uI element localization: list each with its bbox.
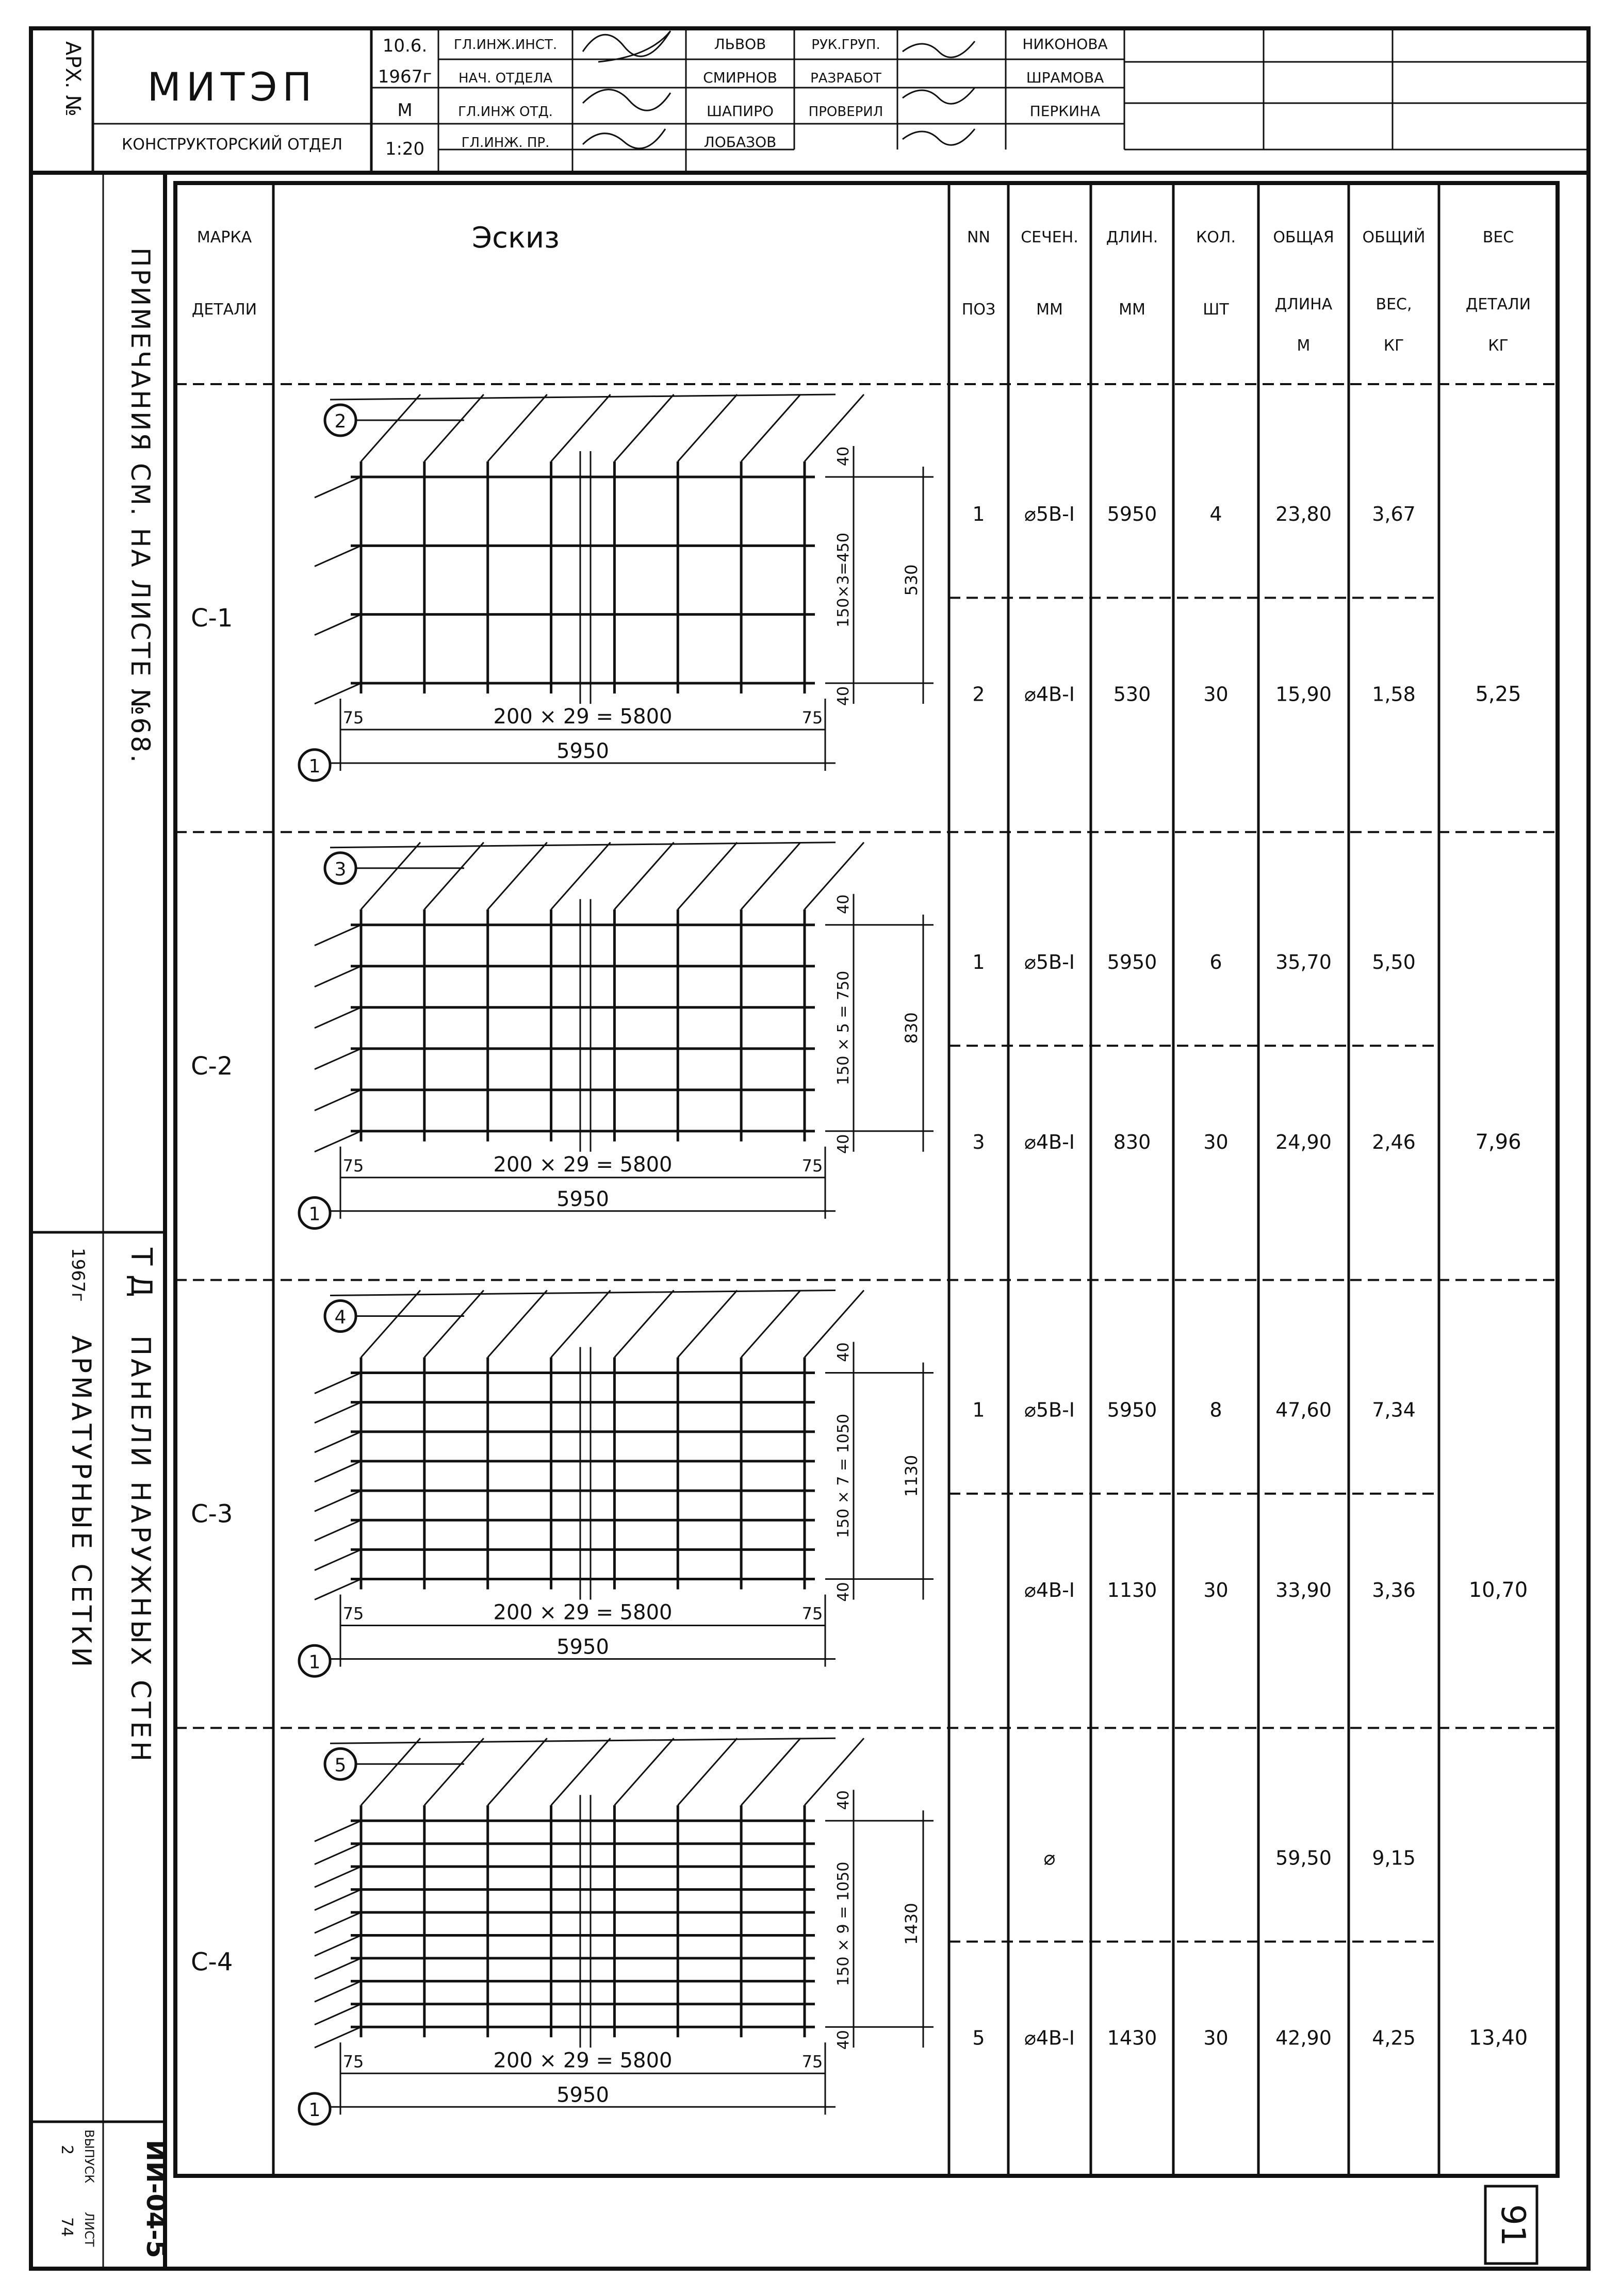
bar-stub xyxy=(315,1866,361,1887)
bar-total_wt: 7,34 xyxy=(1372,1398,1416,1422)
bar-stub xyxy=(488,1291,547,1358)
dim-v-total: 530 xyxy=(902,564,921,596)
position-tag-number: 4 xyxy=(334,1307,347,1328)
header-total_wt: ВЕС, xyxy=(1376,295,1412,313)
bar-total_wt: 3,67 xyxy=(1372,503,1416,525)
dim-edge-left: 75 xyxy=(342,708,364,728)
bar-stub xyxy=(741,1738,800,1805)
dim-edge-left: 75 xyxy=(342,1155,364,1176)
bar-section: ⌀4В-I xyxy=(1024,1578,1075,1601)
stamp-role: ПРОВЕРИЛ xyxy=(808,104,883,120)
bar-stub xyxy=(614,394,674,461)
bar-stub xyxy=(315,2004,361,2025)
bar-stub xyxy=(741,1291,800,1358)
stamp-date: 10.6. xyxy=(382,36,428,56)
scale-value: 1:20 xyxy=(385,139,425,159)
bar-total_wt: 2,46 xyxy=(1372,1131,1416,1154)
end-tag-number: 1 xyxy=(308,2100,321,2121)
header-section: СЕЧЕН. xyxy=(1021,228,1078,246)
side-year: 1967г xyxy=(68,1248,88,1302)
header-part_wt: ДЕТАЛИ xyxy=(1465,295,1531,313)
dim-spacing: 200 × 29 = 5800 xyxy=(493,1600,673,1625)
header-mark: МАРКА xyxy=(197,228,252,246)
detail-mark: С-3 xyxy=(191,1499,233,1529)
detail-mark: С-4 xyxy=(191,1947,233,1977)
stamp-name: ЛОБАЗОВ xyxy=(703,134,777,151)
header-mark: ДЕТАЛИ xyxy=(191,301,257,319)
bar-stub xyxy=(361,843,420,910)
bar-stub xyxy=(315,1549,361,1570)
bar-stub xyxy=(678,1291,737,1358)
dim-overall: 5950 xyxy=(556,739,609,763)
dim-v-top: 40 xyxy=(834,446,853,467)
bar-total_wt: 5,50 xyxy=(1372,950,1416,973)
stamp-role: ГЛ.ИНЖ.ИНСТ. xyxy=(453,37,558,53)
header-pos: NN xyxy=(967,228,990,246)
bar-stub xyxy=(315,683,361,704)
bar-stub xyxy=(315,1844,361,1864)
bar-stub xyxy=(315,1890,361,1910)
bar-qty: 30 xyxy=(1203,1578,1229,1601)
bar-stub xyxy=(315,1402,361,1423)
side-code: ИИ-04-5 xyxy=(141,2140,171,2258)
bar-length: 5950 xyxy=(1107,950,1157,973)
bar-stub xyxy=(315,1090,361,1111)
mesh-sketch xyxy=(299,843,934,1229)
bar-stub xyxy=(424,1291,484,1358)
bar-stub xyxy=(315,925,361,946)
signature-mark xyxy=(903,41,975,57)
bar-length: 530 xyxy=(1113,683,1151,706)
end-tag-number: 1 xyxy=(308,755,321,777)
bar-qty: 8 xyxy=(1209,1398,1222,1422)
bar-total_wt: 3,36 xyxy=(1372,1578,1416,1601)
stamp-role: НАЧ. ОТДЕЛА xyxy=(458,71,553,86)
bar-stub xyxy=(315,1461,361,1482)
bar-stub xyxy=(361,394,420,461)
dim-spacing: 200 × 29 = 5800 xyxy=(493,1152,673,1177)
bar-stub xyxy=(315,1432,361,1452)
bar-stub xyxy=(488,394,547,461)
sketch-edge xyxy=(330,1738,836,1743)
side-org: Т Д xyxy=(124,1248,158,1297)
signature-mark xyxy=(583,90,670,111)
bar-total_wt: 4,25 xyxy=(1372,2026,1416,2050)
bar-stub xyxy=(315,1007,361,1028)
bar-pos: 2 xyxy=(972,683,985,706)
header-total_len: ДЛИНА xyxy=(1274,295,1333,313)
dim-v-top: 40 xyxy=(834,894,853,914)
dim-v-mid: 150 × 7 = 1050 xyxy=(834,1413,853,1539)
stamp-role: ГЛ.ИНЖ. ПР. xyxy=(461,135,550,151)
bar-pos: 3 xyxy=(972,1131,985,1154)
end-tag-number: 1 xyxy=(308,1651,321,1673)
bar-stub xyxy=(315,615,361,635)
bar-stub xyxy=(315,1491,361,1511)
bar-length: 1130 xyxy=(1107,1578,1157,1601)
bar-stub xyxy=(315,1912,361,1933)
bar-stub xyxy=(614,843,674,910)
signature-mark xyxy=(583,31,670,62)
bar-stub xyxy=(424,394,484,461)
bar-section: ⌀5В-I xyxy=(1024,1398,1075,1422)
bar-section: ⌀4В-I xyxy=(1024,1131,1075,1154)
bar-pos: 1 xyxy=(972,503,985,525)
side-sheet-label: ЛИСТ xyxy=(82,2212,96,2247)
mesh-sketch xyxy=(299,1738,934,2124)
dim-v-bot: 40 xyxy=(834,1582,853,1602)
bar-pos: 1 xyxy=(972,950,985,973)
stamp-name: СМИРНОВ xyxy=(703,69,777,86)
detail-mark: С-1 xyxy=(191,604,233,633)
bar-stub xyxy=(424,843,484,910)
signature-mark xyxy=(903,88,975,104)
dim-edge-right: 75 xyxy=(801,1604,823,1624)
bar-section: ⌀ xyxy=(1043,1846,1056,1870)
dim-v-mid: 150 × 9 = 1050 xyxy=(834,1861,853,1986)
header-total_len: ОБЩАЯ xyxy=(1273,228,1334,246)
bar-pos: 1 xyxy=(972,1398,985,1422)
bar-stub xyxy=(315,1981,361,2002)
bar-stub xyxy=(741,843,800,910)
bar-stub xyxy=(315,1373,361,1394)
dim-overall: 5950 xyxy=(556,1187,609,1211)
dim-v-mid: 150×3=450 xyxy=(834,533,853,627)
side-sheet: 74 xyxy=(58,2217,76,2237)
bar-stub xyxy=(614,1738,674,1805)
bar-qty: 30 xyxy=(1203,2026,1229,2050)
bar-total_wt: 9,15 xyxy=(1372,1846,1416,1870)
arch-number-label: АРХ. № xyxy=(61,41,85,117)
header-section: ММ xyxy=(1036,301,1063,319)
bar-qty: 30 xyxy=(1203,683,1229,706)
stamp-name: ШАПИРО xyxy=(706,103,774,120)
bar-stub xyxy=(361,1738,420,1805)
bar-stub xyxy=(315,1958,361,1979)
dim-edge-left: 75 xyxy=(342,2052,364,2072)
bar-stub xyxy=(315,1935,361,1956)
header-total_wt: КГ xyxy=(1383,337,1404,355)
table-row xyxy=(191,503,1521,706)
position-tag-number: 2 xyxy=(334,411,347,432)
table-row xyxy=(175,832,1558,1154)
dim-v-total: 830 xyxy=(902,1012,921,1044)
stamp-role: РУК.ГРУП. xyxy=(811,37,880,53)
bar-total_len: 23,80 xyxy=(1275,503,1332,525)
bar-qty: 30 xyxy=(1203,1131,1229,1154)
side-title-line1: ПАНЕЛИ НАРУЖНЫХ СТЕН xyxy=(125,1335,156,1765)
header-qty: ШТ xyxy=(1203,301,1229,319)
bar-stub xyxy=(614,1291,674,1358)
bar-qty: 6 xyxy=(1209,950,1222,973)
bar-stub xyxy=(361,1291,420,1358)
dim-v-total: 1130 xyxy=(902,1455,921,1497)
header-qty: КОЛ. xyxy=(1196,228,1236,246)
header-sketch: Эскиз xyxy=(472,221,560,255)
table-row xyxy=(175,1280,1558,1602)
side-issue-label: ВЫПУСК xyxy=(82,2129,96,2184)
bar-total_len: 35,70 xyxy=(1275,950,1332,973)
bar-total_len: 42,90 xyxy=(1275,2026,1332,2050)
bar-total_len: 47,60 xyxy=(1275,1398,1332,1422)
part-weight: 10,70 xyxy=(1468,1578,1528,1602)
bar-stub xyxy=(488,1738,547,1805)
dim-v-bot: 40 xyxy=(834,2030,853,2050)
bar-section: ⌀5В-I xyxy=(1024,503,1075,525)
end-tag-number: 1 xyxy=(308,1203,321,1225)
header-part_wt: КГ xyxy=(1488,337,1509,355)
bar-stub xyxy=(315,1821,361,1841)
bar-total_len: 33,90 xyxy=(1275,1578,1332,1601)
stamp-name: ЛЬВОВ xyxy=(714,36,766,53)
sketch-edge xyxy=(330,843,836,848)
bar-stub xyxy=(424,1738,484,1805)
page-number: 91 xyxy=(1494,2204,1532,2247)
bar-total_len: 15,90 xyxy=(1275,683,1332,706)
mesh-sketch xyxy=(299,1291,934,1677)
side-title-line2: АРМАТУРНЫЕ СЕТКИ xyxy=(66,1335,96,1671)
stamp-name: ПЕРКИНА xyxy=(1029,103,1101,120)
stamp-role: РАЗРАБОТ xyxy=(810,71,881,86)
bar-stub xyxy=(315,2027,361,2047)
title-stamp xyxy=(61,28,1589,173)
table-body xyxy=(175,503,1558,2050)
bar-pos: 5 xyxy=(972,2026,985,2050)
bar-total_len: 24,90 xyxy=(1275,1131,1332,1154)
signature-mark xyxy=(583,129,665,148)
mesh-sketch xyxy=(299,394,934,781)
header-total_wt: ОБЩИЙ xyxy=(1362,228,1426,246)
header-length: ДЛИН. xyxy=(1106,228,1158,246)
dim-v-bot: 40 xyxy=(834,686,853,706)
dim-v-total: 1430 xyxy=(902,1903,921,1945)
side-note: ПРИМЕЧАНИЯ СМ. НА ЛИСТЕ №68. xyxy=(125,247,155,765)
header-total_len: М xyxy=(1297,337,1311,355)
bar-section: ⌀4В-I xyxy=(1024,2026,1075,2050)
dim-overall: 5950 xyxy=(556,1635,609,1659)
bar-stub xyxy=(315,1579,361,1600)
sheet-frame xyxy=(31,28,1589,2269)
signature-mark xyxy=(903,129,975,145)
sketch-edge xyxy=(330,394,836,400)
dim-v-top: 40 xyxy=(834,1342,853,1362)
scale-label: М xyxy=(397,100,413,121)
bar-stub xyxy=(678,843,737,910)
bar-length: 1430 xyxy=(1107,2026,1157,2050)
header-part_wt: ВЕС xyxy=(1482,228,1514,246)
stamp-name: НИКОНОВА xyxy=(1022,36,1108,53)
dim-edge-right: 75 xyxy=(801,1155,823,1176)
bar-length: 5950 xyxy=(1107,503,1157,525)
bar-total_wt: 1,58 xyxy=(1372,683,1416,706)
bar-stub xyxy=(315,1049,361,1069)
dim-edge-right: 75 xyxy=(801,708,823,728)
bar-section: ⌀5В-I xyxy=(1024,950,1075,973)
dim-edge-left: 75 xyxy=(342,1604,364,1624)
table-header xyxy=(192,221,1531,355)
dept-name: КОНСТРУКТОРСКИЙ ОТДЕЛ xyxy=(122,136,342,154)
part-weight: 7,96 xyxy=(1475,1130,1521,1154)
part-weight: 13,40 xyxy=(1468,2026,1528,2050)
bar-stub xyxy=(678,394,737,461)
bar-stub xyxy=(315,477,361,498)
bar-stub xyxy=(315,1520,361,1541)
sketch-edge xyxy=(330,1291,836,1296)
bar-length: 830 xyxy=(1113,1131,1151,1154)
dim-v-mid: 150 × 5 = 750 xyxy=(834,970,853,1085)
dim-v-top: 40 xyxy=(834,1790,853,1810)
dim-spacing: 200 × 29 = 5800 xyxy=(493,705,673,729)
header-length: ММ xyxy=(1119,301,1145,319)
bar-stub xyxy=(741,394,800,461)
bar-stub xyxy=(488,843,547,910)
bar-stub xyxy=(315,1131,361,1152)
position-tag-number: 5 xyxy=(334,1755,347,1776)
org-name: МИТЭП xyxy=(147,64,317,110)
part-weight: 5,25 xyxy=(1475,682,1521,706)
position-tag-number: 3 xyxy=(334,858,347,880)
sketches xyxy=(299,394,934,2124)
side-issue: 2 xyxy=(58,2145,76,2155)
bar-qty: 4 xyxy=(1209,503,1222,525)
stamp-year: 1967г xyxy=(378,67,432,87)
detail-mark: С-2 xyxy=(191,1051,233,1081)
bar-total_len: 59,50 xyxy=(1275,1846,1332,1870)
bar-section: ⌀4В-I xyxy=(1024,683,1075,706)
bar-length: 5950 xyxy=(1107,1398,1157,1422)
bar-stub xyxy=(315,546,361,566)
dim-v-bot: 40 xyxy=(834,1134,853,1154)
dim-overall: 5950 xyxy=(556,2083,609,2107)
dim-edge-right: 75 xyxy=(801,2052,823,2072)
header-pos: ПОЗ xyxy=(961,301,996,319)
bar-stub xyxy=(315,966,361,987)
dim-spacing: 200 × 29 = 5800 xyxy=(493,2049,673,2073)
specification-table xyxy=(175,183,1558,2176)
bar-stub xyxy=(678,1738,737,1805)
stamp-role: ГЛ.ИНЖ ОТД. xyxy=(458,104,553,120)
stamp-name: ШРАМОВА xyxy=(1026,69,1104,86)
